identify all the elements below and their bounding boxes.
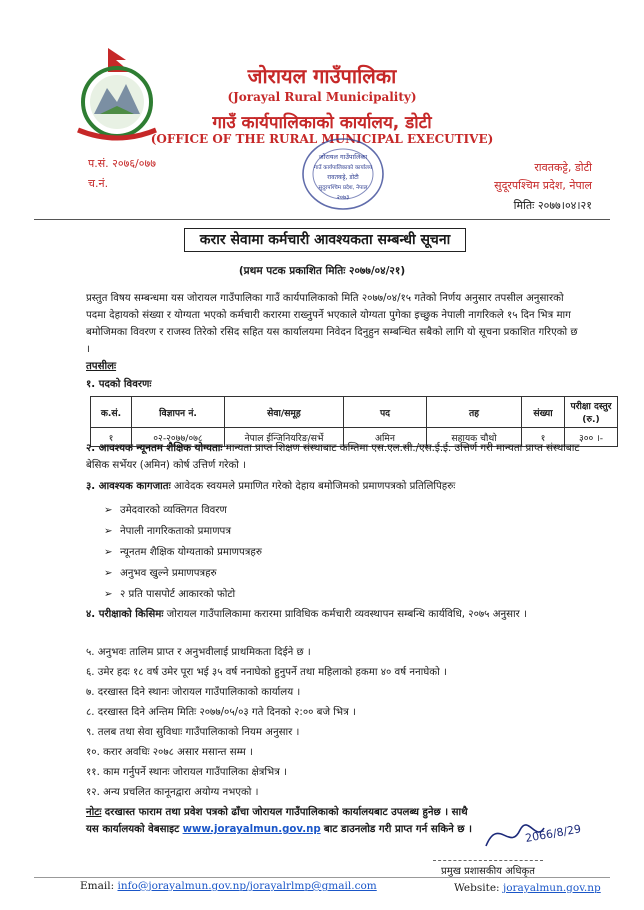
table-header: विज्ञापन नं.	[132, 397, 225, 428]
exam-type-label: ४. परीक्षाको किसिमः	[86, 609, 164, 620]
education-text: मान्यता प्राप्त शिक्षण संस्थाबाट कम्तिमा एस.एल.सी./एस.ई.ई. उत्तिर्ण गरी मान्यता प्राप्त संस्थाबाट बेसिक सर्भेयर (अमिन) कोर्ष उत्तिर्ण गरेको ।	[86, 443, 580, 471]
application-place-item: ७. दरखास्त दिने स्थानः जोरायल गाउँपालिकाको कार्यालय ।	[86, 687, 301, 698]
document-name: उमेदवारको व्यक्तिगत विवरण	[120, 505, 227, 516]
table-header: पद	[344, 397, 427, 428]
table-cell: १	[91, 428, 132, 447]
table-cell: अमिन	[344, 428, 427, 447]
notice-intro: प्रस्तुत विषय सम्बन्धमा यस जोरायल गाउँपालिका गाउँ कार्यपालिकाको मिति २०७७/०४/१५ गतेको निर्णय अनुसार तपसील अनुसारको पदमा देहायको संख्या र योग्यता भएको कर्मचारी करारमा राख्नुपर्ने भएकाले योग्यता पुगेका इच्छुक नेपाली नागरिकले १५ दिन भित्र माग बमोजिमका विवरण र राजस्व तिरेको रसिद सहित यस कार्यालयमा निवेदन दिनुहुन सम्बन्धित सबैको लागि यो सूचना प्रकाशित गरिएको छ ।	[86, 293, 578, 355]
table-header: संख्या	[522, 397, 565, 428]
note-text-part2: बाट डाउनलोड गरी प्राप्त गर्न सकिने छ ।	[323, 824, 472, 835]
office-name-english: (OFFICE OF THE RURAL MUNICIPAL EXECUTIVE)	[150, 132, 494, 146]
table-cell: ३०० ।-	[565, 428, 618, 447]
tapsil-heading: तपसीलः	[86, 361, 117, 372]
table-header: सेवा/समूह	[225, 397, 344, 428]
notice-title: करार सेवामा कर्मचारी आवश्यकता सम्बन्धी सूचना	[184, 228, 466, 252]
office-name-nepali: गाउँ कार्यपालिकाको कार्यालय, डोटी	[212, 113, 432, 133]
officer-signature	[480, 808, 590, 856]
footer-website-link[interactable]: jorayalmun.gov.np	[502, 882, 601, 894]
arrow-bullet-icon: ➢	[104, 568, 113, 579]
exam-type	[86, 606, 580, 623]
document-name: २ प्रति पासपोर्ट आकारको फोटो	[120, 589, 236, 600]
documents-text: आवेदक स्वयमले प्रमाणित गरेको देहाय बमोजिमको प्रमाणपत्रको प्रतिलिपिहरुः	[173, 481, 456, 492]
organization-name-nepali: जोरायल गाउँपालिका	[247, 64, 397, 88]
education-label: २. आवश्यक न्यूनतम शैक्षिक योग्यताः	[86, 443, 223, 454]
office-seal-stamp	[300, 135, 386, 213]
list-item	[104, 586, 235, 600]
address-line-1: रावतकट्टे, डोटी	[534, 161, 592, 174]
address-line-2: सुदूरपश्चिम प्रदेश, नेपाल	[494, 179, 592, 192]
experience-item: ५. अनुभवः तालिम प्राप्त र अनुभवीलाई प्राथमिकता दिईने छ ।	[86, 647, 311, 658]
notice-subtitle: (प्रथम पटक प्रकाशित मितिः २०७७/०४/२१)	[238, 265, 406, 277]
signatory-title: प्रमुख प्रशासकीय अधिकृत	[433, 860, 543, 877]
table-cell: सहायक चौथो	[427, 428, 522, 447]
documents-requirement	[86, 478, 580, 495]
list-item	[104, 523, 231, 537]
footer-divider	[34, 877, 610, 878]
documents-label: ३. आवश्यक कागजातः	[86, 481, 171, 492]
table-header: क.सं.	[91, 397, 132, 428]
document-name: अनुभव खुल्ने प्रमाणपत्रहरु	[120, 568, 217, 579]
table-header: परीक्षा दस्तुर (रु.)	[565, 397, 618, 428]
table-cell: १	[522, 428, 565, 447]
table-cell: ०२-२०७७/०७८	[132, 428, 225, 447]
note-label: नोटः	[86, 807, 102, 818]
table-header-row	[91, 397, 618, 428]
arrow-bullet-icon: ➢	[104, 589, 113, 600]
note-text-part1: दरखास्त फाराम तथा प्रवेश पत्रको ढाँचा जोरायल गाउँपालिकाको कार्यालयबाट उपलब्ध हुनेछ । साथै यस कार्यालयको वेबसाइट	[86, 807, 468, 835]
signature-date: 2066/8/29	[524, 822, 583, 845]
contract-period-item: १०. करार अवधिः २०७८ असार मसान्त सम्म ।	[86, 747, 253, 758]
table-cell: नेपाल ईन्जिनियरिङ/सर्भे	[225, 428, 344, 447]
document-name: न्यूनतम शैक्षिक योग्यताको प्रमाणपत्रहरु	[120, 547, 262, 558]
stamp-line: गाउँ कार्यपालिकाको कार्यालय	[313, 165, 373, 171]
note-paragraph	[86, 804, 476, 838]
arrow-bullet-icon: ➢	[104, 526, 113, 537]
eligibility-item: १२. अन्य प्रचलित कानूनद्वारा अयोग्य नभएको ।	[86, 787, 259, 798]
email-label: Email:	[80, 880, 118, 892]
list-item	[104, 544, 262, 558]
salary-item: ९. तलब तथा सेवा सुविधाः गाउँपालिकाको नियम अनुसार ।	[86, 727, 300, 738]
exam-type-text: जोरायल गाउँपालिकामा करारमा प्राविधिक कर्मचारी व्यवस्थापन सम्बन्धि कार्यविधि, २०७५ अनुसार ।	[166, 609, 527, 620]
document-name: नेपाली नागरिकताको प्रमाणपत्र	[120, 526, 231, 537]
reference-year: प.सं. २०७६/०७७	[88, 157, 156, 170]
post-details-heading: १. पदको विवरणः	[86, 379, 152, 390]
deadline-item: ८. दरखास्त दिने अन्तिम मितिः २०७७/०५/०३ गते दिनको २:०० बजे भित्र ।	[86, 707, 356, 718]
email-link[interactable]: info@jorayalmun.gov.np/jorayalrlmp@gmail.com	[117, 880, 377, 892]
list-item	[104, 565, 217, 579]
age-limit-item: ६. उमेर हदः १८ वर्ष उमेर पूरा भई ३५ वर्ष ननाघेको हुनुपर्ने तथा महिलाको हकमा ४० वर्ष ननाघेको ।	[86, 667, 447, 678]
table-header: तह	[427, 397, 522, 428]
stamp-line: २०७३	[336, 194, 350, 201]
letter-date: मितिः २०७७।०४।२१	[513, 199, 592, 212]
education-requirement	[86, 440, 580, 474]
footer-email	[80, 880, 377, 892]
arrow-bullet-icon: ➢	[104, 547, 113, 558]
organization-name-english: (Jorayal Rural Municipality)	[227, 90, 417, 104]
work-place-item: ११. काम गर्नुपर्ने स्थानः जोरायल गाउँपालिका क्षेत्रभित्र ।	[86, 767, 287, 778]
stamp-line: रावतकट्टे, डोटी	[327, 174, 359, 181]
list-item	[104, 502, 227, 516]
letterhead-divider	[34, 219, 610, 220]
stamp-line: जोरायल गाउँपालिका	[318, 153, 368, 161]
stamp-line: सुदूरपश्चिम प्रदेश, नेपाल	[318, 185, 368, 191]
footer-website	[454, 882, 601, 894]
website-link[interactable]: www.jorayalmun.gov.np	[182, 824, 321, 835]
arrow-bullet-icon: ➢	[104, 505, 113, 516]
website-label: Website:	[454, 882, 503, 894]
reference-number: च.नं.	[88, 177, 109, 190]
